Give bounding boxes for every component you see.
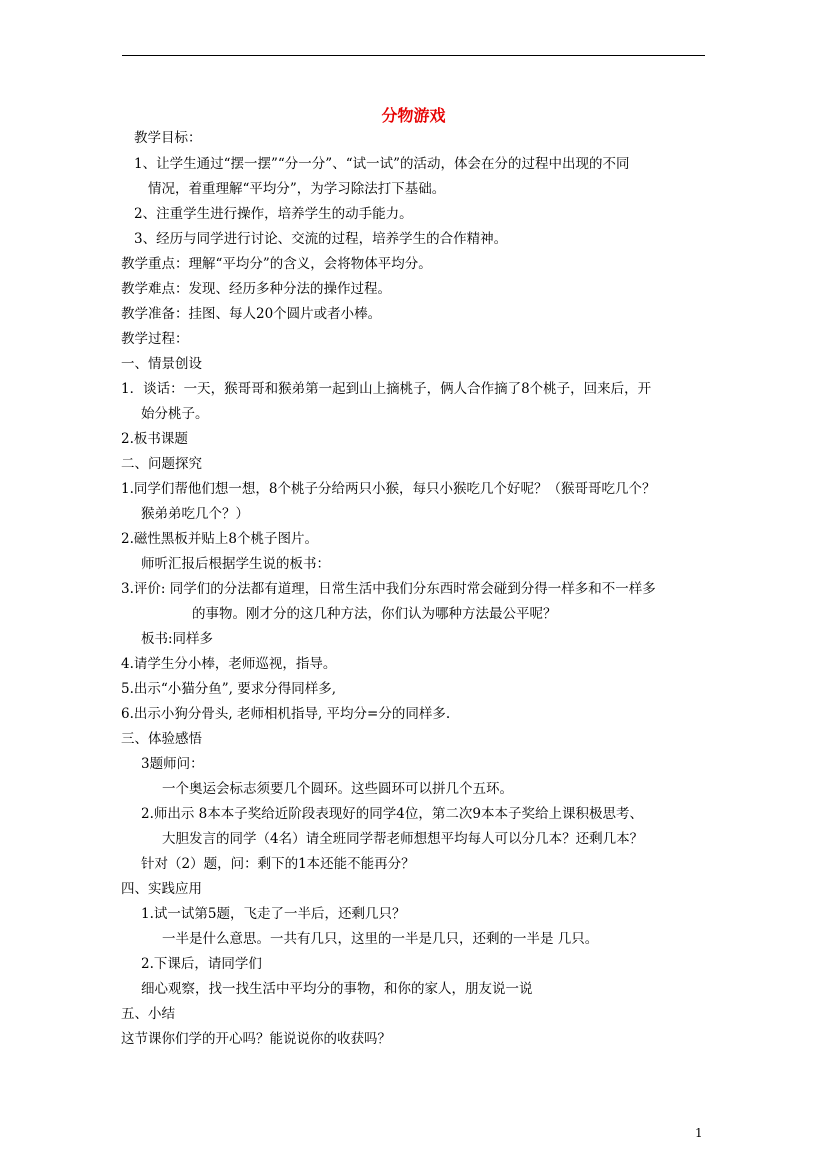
text-line: 针对（2）题，问：剩下的1本还能不能再分？ (141, 856, 415, 872)
text-line: 2.板书课题 (121, 431, 188, 447)
text-line: 1.同学们帮他们想一想，8个桃子分给两只小猴，每只小猴吃几个好呢？（猴哥哥吃几个？ (121, 481, 656, 497)
header-rule (122, 55, 705, 56)
text-line: 板书:同样多 (141, 631, 214, 647)
text-line: 3、经历与同学进行讨论、交流的过程，培养学生的合作精神。 (134, 231, 508, 247)
text-line: 3题师问： (141, 756, 204, 772)
text-line: 的事物。刚才分的这几种方法，你们认为哪种方法最公平呢？ (192, 606, 557, 622)
text-line: 2、注重学生进行操作，培养学生的动手能力。 (134, 206, 413, 222)
text-line: 1．谈话：一天，猴哥哥和猴弟第一起到山上摘桃子，俩人合作摘了8个桃子，回来后，开 (121, 381, 652, 397)
section-heading: 四、实践应用 (121, 881, 202, 897)
text-line: 5.出示“小猫分鱼”, 要求分得同样多, (121, 681, 337, 697)
text-line: 大胆发言的同学（4名）请全班同学帮老师想想平均每人可以分几本？还剩几本？ (162, 831, 644, 847)
document-title: 分物游戏 (381, 106, 446, 125)
text-line: 教学目标： (134, 130, 202, 146)
text-line: 教学过程： (121, 331, 189, 347)
section-heading: 五、小结 (121, 1006, 175, 1022)
text-line: 3.评价: 同学们的分法都有道理，日常生活中我们分东西时常会碰到分得一样多和不一样多 (121, 581, 656, 597)
text-line: 1、让学生通过“摆一摆”“分一分”、“试一试”的活动，体会在分的过程中出现的不同 (134, 156, 630, 172)
section-heading: 三、体验感悟 (121, 731, 202, 747)
text-line: 2.师出示 8本本子奖给近阶段表现好的同学4位，第二次9本本子奖给上课积极思考、 (141, 806, 643, 822)
text-line: 细心观察，找一找生活中平均分的事物，和你的家人，朋友说一说 (141, 981, 533, 997)
text-line: 2.下课后，请同学们 (141, 956, 262, 972)
text-line: 教学准备：挂图、每人20个圆片或者小棒。 (121, 306, 382, 322)
page-number: 1 (695, 1126, 703, 1140)
section-heading: 二、问题探究 (121, 456, 202, 472)
text-line: 教学难点：发现、经历多种分法的操作过程。 (121, 281, 391, 297)
text-line: 猴弟弟吃几个？） (141, 506, 249, 522)
text-line: 教学重点：理解“平均分”的含义，会将物体平均分。 (121, 256, 432, 272)
text-line: 2.磁性黑板并贴上8个桃子图片。 (121, 531, 318, 547)
text-line: 始分桃子。 (141, 406, 209, 422)
text-line: 1.试一试第5题，飞走了一半后，还剩几只？ (141, 906, 406, 922)
text-line: 师听汇报后根据学生说的板书： (141, 556, 330, 572)
text-line: 这节课你们学的开心吗？能说说你的收获吗？ (121, 1031, 391, 1047)
text-line: 4.请学生分小棒，老师巡视，指导。 (121, 656, 337, 672)
text-line: 情况，着重理解“平均分”，为学习除法打下基础。 (148, 181, 446, 197)
text-line: 一半是什么意思。一共有几只，这里的一半是几只，还剩的一半是 几只。 (162, 931, 599, 947)
text-line: 6.出示小狗分骨头, 老师相机指导, 平均分=分的同样多. (121, 706, 451, 722)
section-heading: 一、情景创设 (121, 356, 202, 372)
text-line: 一个奥运会标志须要几个圆环。这些圆环可以拼几个五环。 (162, 781, 513, 797)
